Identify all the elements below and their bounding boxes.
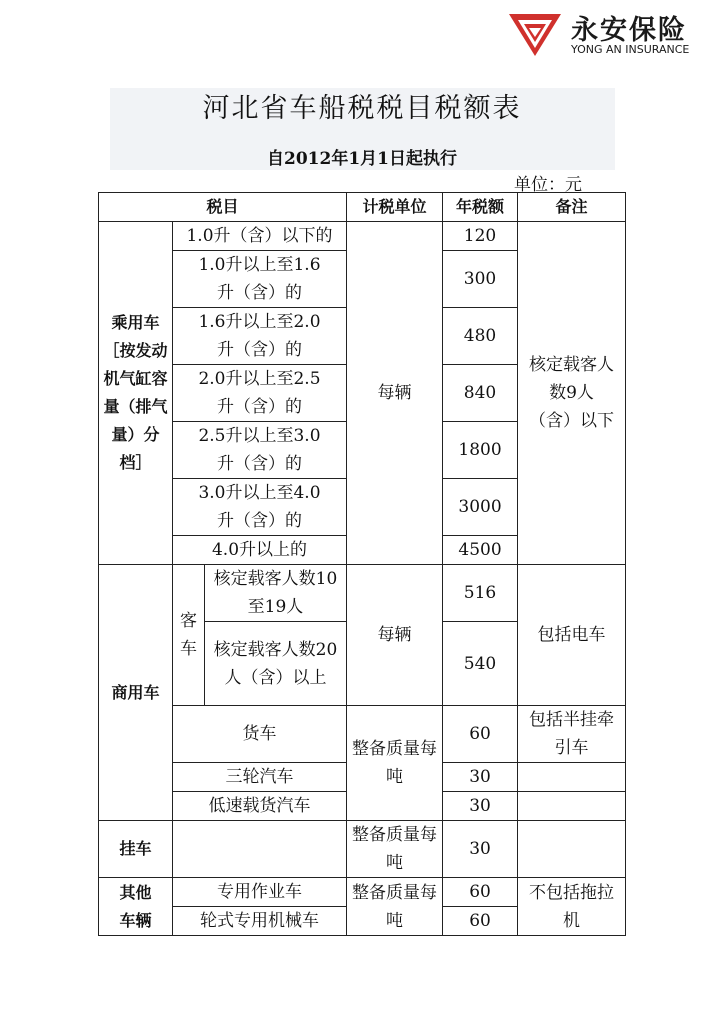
commercial-car-label: 商用车 [99,565,173,821]
passenger-tax-unit: 每辆 [347,222,443,565]
tax-amount: 60 [443,907,518,936]
bus-capacity-desc: 核定载客人数20人（含）以上 [205,622,347,706]
tax-rate-table [98,192,626,936]
trailer-tax-unit: 整备质量每吨 [347,821,443,878]
displacement-desc: 1.0升（含）以下的 [173,222,347,251]
currency-unit: 单位：元 [514,175,582,195]
truck-remark: 包括半挂牵引车 [518,706,626,763]
other-tax-unit: 整备质量每吨 [347,878,443,936]
bus-tax-unit: 每辆 [347,565,443,706]
displacement-desc: 2.5升以上至3.0升（含）的 [173,422,347,479]
bus-remark: 包括电车 [518,565,626,706]
tax-amount: 3000 [443,479,518,536]
tricycle-desc: 三轮汽车 [173,763,347,792]
company-logo [505,8,720,60]
trailer-label: 挂车 [99,821,173,878]
tax-amount: 4500 [443,536,518,565]
table-row [99,878,626,907]
passenger-car-label: 乘用车［按发动机气缸容量（排气量）分档］ [99,222,173,565]
passenger-remark: 核定载客人数9人（含）以下 [518,222,626,565]
table-row [99,565,626,622]
displacement-desc: 3.0升以上至4.0升（含）的 [173,479,347,536]
displacement-desc: 2.0升以上至2.5升（含）的 [173,365,347,422]
tax-amount: 60 [443,878,518,907]
tax-amount: 30 [443,821,518,878]
tax-amount: 840 [443,365,518,422]
other-remark: 不包括拖拉机 [518,878,626,936]
truck-desc: 货车 [173,706,347,763]
tax-amount: 1800 [443,422,518,479]
empty-remark [518,763,626,792]
empty-desc [173,821,347,878]
document-subtitle: 自2012年1月1日起执行 [267,149,457,169]
low-speed-truck-desc: 低速载货汽车 [173,792,347,821]
logo-mark-icon [505,10,565,58]
displacement-desc: 4.0升以上的 [173,536,347,565]
header-unit: 计税单位 [347,193,443,222]
logo-name-en: YONG AN INSURANCE [571,43,690,56]
header-amount: 年税额 [443,193,518,222]
bus-capacity-desc: 核定载客人数10至19人 [205,565,347,622]
header-item: 税目 [99,193,347,222]
bus-label: 客车 [173,565,205,706]
tax-amount: 480 [443,308,518,365]
displacement-desc: 1.0升以上至1.6升（含）的 [173,251,347,308]
logo-name-cn: 永安保险 [571,15,687,46]
freight-tax-unit: 整备质量每吨 [347,706,443,821]
table-row [99,222,626,251]
header-remark: 备注 [518,193,626,222]
tax-amount: 300 [443,251,518,308]
document-title: 河北省车船税税目税额表 [202,93,522,124]
empty-remark [518,792,626,821]
other-vehicle-label: 其他车辆 [99,878,173,936]
tax-amount: 516 [443,565,518,622]
tax-amount: 30 [443,792,518,821]
table-row [99,706,626,763]
table-row [99,821,626,878]
displacement-desc: 1.6升以上至2.0升（含）的 [173,308,347,365]
tax-amount: 60 [443,706,518,763]
tax-amount: 120 [443,222,518,251]
tax-amount: 540 [443,622,518,706]
special-vehicle-desc: 专用作业车 [173,878,347,907]
tax-amount: 30 [443,763,518,792]
wheeled-machine-desc: 轮式专用机械车 [173,907,347,936]
header-row [99,193,626,222]
empty-remark [518,821,626,878]
